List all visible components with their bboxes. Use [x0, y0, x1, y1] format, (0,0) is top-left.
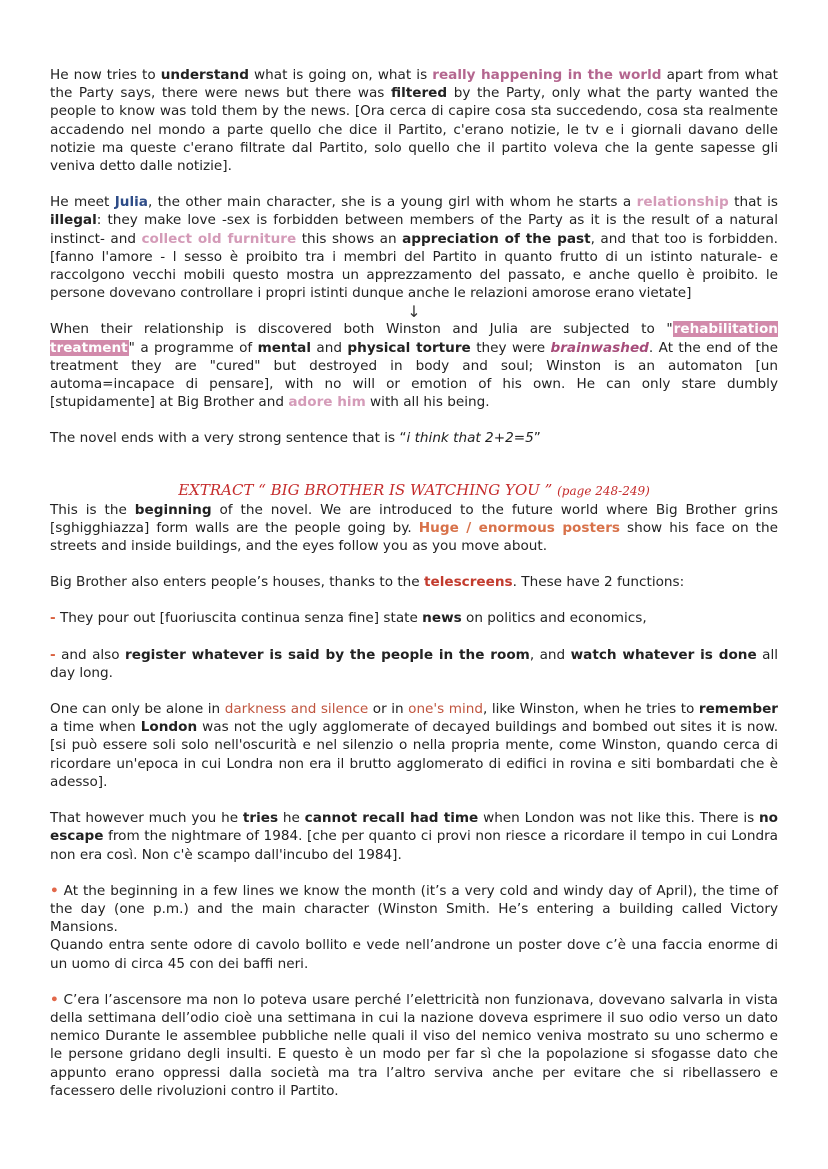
paragraph-alone: One can only be alone in darkness and silence or in one's mind, like Winston, when he tries to remember a time when London was not the ugly agglomerate of decayed buildings and bombed out sites it is now. [si può essere soli solo nell'oscurità e nel silenzio o nella propria mente, come Winston, quando cerca di ricordare un'epoca in cui Londra non era il brutto agglomerato di edifici in rovina e siti bombardati che è adesso]. [50, 701, 779, 790]
bullet-icon: • [50, 991, 59, 1008]
extract-heading: EXTRACT “ BIG BROTHER IS WATCHING YOU ” (page 248-249) [178, 480, 650, 499]
down-arrow-icon: ↓ [407, 302, 421, 322]
paragraph-no-escape: That however much you he tries he cannot recall had time when London was not like this. There is no escape from the nightmare of 1984. [che per quanto ci provi non riesce a ricordare il tempo in cui Londra non era così. Non c'è scampo dall'incubo del 1984]. [50, 810, 779, 863]
paragraph-julia: He meet Julia, the other main character, she is a young girl with whom he starts a relationship that is illegal: they make love -sex is forbidden between members of the Party as it is the result of a natural instinct- and collect old furniture this shows an appreciation of the past, and that too is forbidden. [fanno l'amore - l sesso è proibito tra i membri del Partito in quanto frutto di un istinto naturale- e raccolgono vecchi mobili questo mostra un apprezzamento del passato, e anche quello è proibito. le persone dovevano controllare i propri istinti dunque anche le relazioni amorose erano vietate] [50, 194, 779, 302]
document-page [50, 66, 778, 1100]
paragraph-understand: He now tries to understand what is going on, what is really happening in the world apart from what the Party says, there were news but there was filtered by the Party, only what the party wanted the people to know was told them by the news. [Ora cerca di capire cosa sta succedendo, cosa sta realmente accadendo nel mondo a parte quello che dice il Partito, c'erano notizie, le tv e i giornali davano delle notizie ma queste c'erano filtrate dal Partito, solo quello che il partito voleva che la gente sapesse gli veniva detto dalle notizie]. [50, 67, 778, 175]
paragraph-beginning: This is the beginning of the novel. We are introduced to the future world where Big Brother grins [sghigghiazza] form walls are the people going by. Huge / enormous posters show his face on the streets and inside buildings, and the eyes follow you as you move about. [50, 501, 778, 555]
paragraph-rehabilitation: When their relationship is discovered both Winston and Julia are subjected to "rehabilitation treatment" a programme of mental and physical torture they were brainwashed. At the end of the treatment they are "cured" but destroyed in body and soul; Winston is an automaton [un automa=incapace di pensare], with no will or emotion of his own. He can only stare dumbly [stupidamente] at Big Brother and adore him with all his being. [50, 321, 778, 411]
list-item-register: - and also register whatever is said by the people in the room, and watch whatever is done all day long. [50, 646, 779, 681]
paragraph-ending: The novel ends with a very strong sentence that is “i think that 2+2=5” [50, 430, 541, 447]
bullet-icon: • [50, 882, 59, 899]
paragraph-telescreens: Big Brother also enters people’s houses, thanks to the telescreens. These have 2 functions: [50, 574, 685, 591]
paragraph-victory-mansions: • At the beginning in a few lines we know the month (it’s a very cold and windy day of April), the time of the day (one p.m.) and the main character (Winston Smith. He’s entering a building called Victory Mansions. [50, 882, 778, 936]
list-item-news: - They pour out [fuoriuscita continua senza fine] state news on politics and economics, [50, 610, 647, 627]
paragraph-poster-italian: Quando entra sente odore di cavolo bollito e vede nell’androne un poster dove c’è una faccia enorme di un uomo di circa 45 con dei baffi neri. [50, 937, 778, 972]
paragraph-hate-week: • C’era l’ascensore ma non lo poteva usare perché l’elettricità non funzionava, dovevano salvarla in vista della settimana dell’odio cioè una settimana in cui la nazione doveva esprimere il suo odio verso un dato nemico Durante le assemblee pubbliche nelle quali il viso del nemico veniva mostrato su uno schermo e le persone gridano degli insulti. E questo è un modo per far sì che la popolazione si sfogasse dato che appunto erano oppressi dalla società ma tra l’altro serviva anche per evitare che si ribellassero e facessero delle rivoluzioni contro il Partito. [50, 991, 778, 1099]
highlighted-term: rehabilitation treatment [50, 321, 778, 356]
